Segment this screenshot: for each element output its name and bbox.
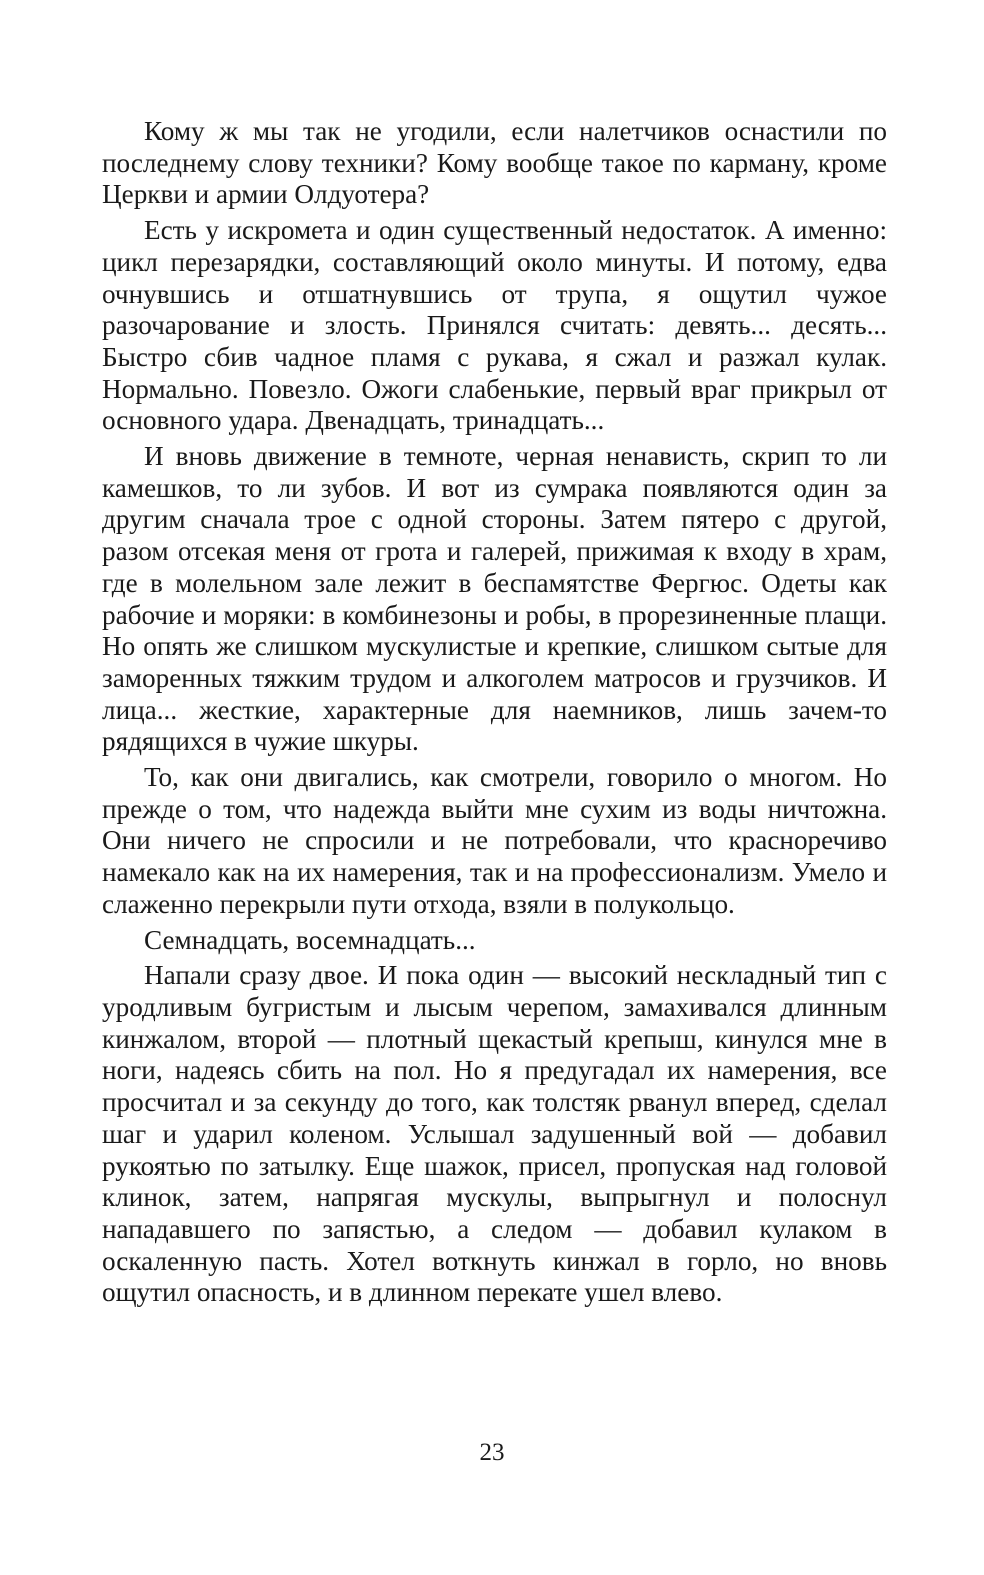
paragraph-1: Кому ж мы так не угодили, если налетчиков оснастили по последнему слову техники? Кому вообще такое по карману, кроме Церкви и армии Олдуотера? — [102, 116, 887, 210]
paragraph-6: Напали сразу двое. И пока один — высокий нескладный тип с уродливым бугристым и лысым черепом, замахивался длинным кинжалом, второй — плотный щекастый крепыш, кинулся мне в ноги, надеясь сбить на пол. Но я предугадал их намерения, все просчитал и за секунду до того, как толстяк рванул вперед, сделал шаг и ударил коленом. Услышал задушенный вой — добавил рукоятью по затылку. Еще шажок, присел, пропуская над головой клинок, затем, напрягая мускулы, выпрыгнул и полоснул нападавшего по запястью, а следом — добавил кулаком в оскаленную пасть. Хотел воткнуть кинжал в горло, но вновь ощутил опасность, и в длинном перекате ушел влево. — [102, 960, 887, 1308]
paragraph-3: И вновь движение в темноте, черная ненависть, скрип то ли камешков, то ли зубов. И вот из сумрака появляются один за другим сначала трое с одной стороны. Затем пятеро с другой, разом отсекая меня от грота и галерей, прижимая к входу в храм, где в молельном зале лежит в беспамятстве Фергюс. Одеты как рабочие и моряки: в комбинезоны и робы, в прорезиненные плащи. Но опять же слишком мускулистые и крепкие, слишком сытые для заморенных тяжким трудом и алкоголем матросов и грузчиков. И лица... жесткие, характерные для наемников, лишь зачем-то рядящихся в чужие шкуры. — [102, 441, 887, 757]
paragraph-4: То, как они двигались, как смотрели, говорило о многом. Но прежде о том, что надежда выйти мне сухим из воды ничтожна. Они ничего не спросили и не потребовали, что красноречиво намекало как на их намерения, так и на профессионализм. Умело и слаженно перекрыли пути отхода, взяли в полукольцо. — [102, 762, 887, 919]
body-text — [102, 116, 887, 1313]
paragraph-2: Есть у искромета и один существенный недостаток. А именно: цикл перезарядки, составляющий около минуты. И потому, едва очнувшись и отшатнувшись от трупа, я ощутил чужое разочарование и злость. Принялся считать: девять... десять... Быстро сбив чадное пламя с рукава, я сжал и разжал кулак. Нормально. Повезло. Ожоги слабенькие, первый враг прикрыл от основного удара. Двенадцать, тринадцать... — [102, 215, 887, 436]
page-number: 23 — [479, 1439, 505, 1466]
paragraph-5: Семнадцать, восемнадцать... — [144, 924, 476, 955]
